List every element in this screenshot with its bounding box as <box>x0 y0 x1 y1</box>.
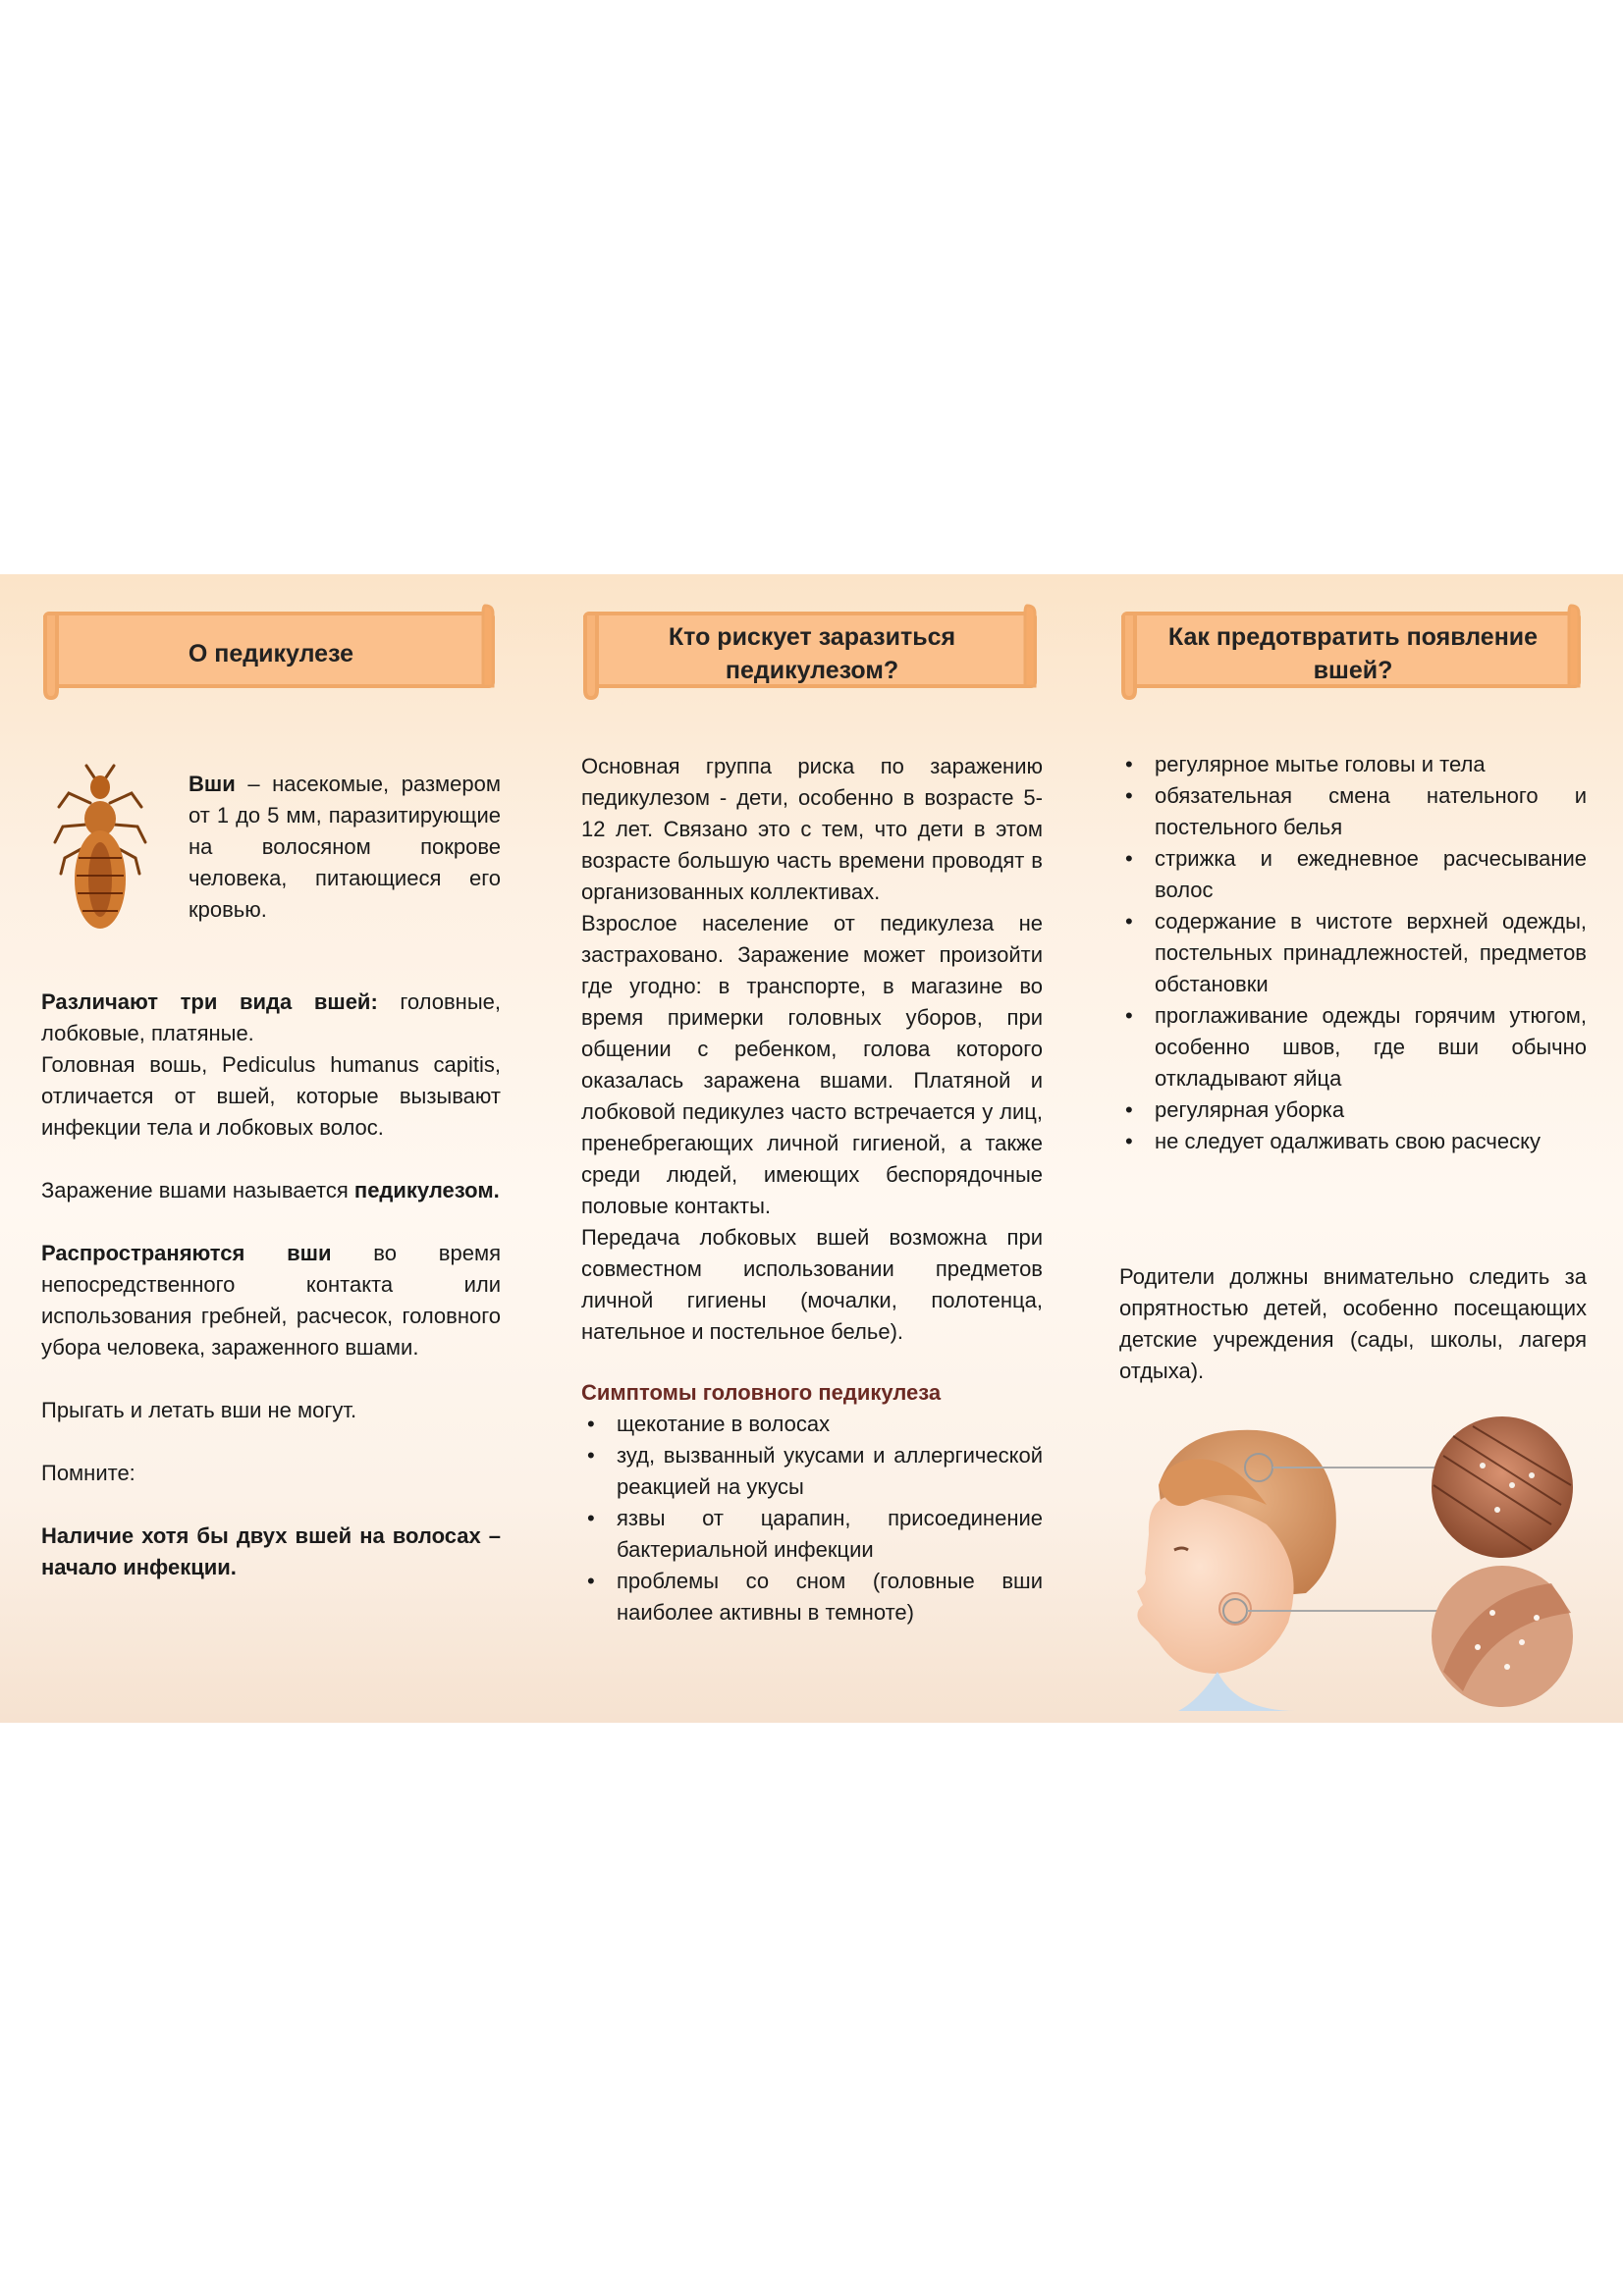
list-item: • не следует одалживать свою расческу <box>1119 1126 1587 1157</box>
head-louse-text: Головная вошь, Pediculus humanus capitis, отличается от вшей, которые вызывают инфекции тела и лобковых волос. <box>41 1052 501 1140</box>
brochure-page <box>0 574 1623 1723</box>
risk-paragraph-1: Основная группа риска по заражению педикулезом - дети, особенно в возрасте 5-12 лет. Связано это с тем, что дети в этом возрасте большую часть времени проводят в организованных коллективах. <box>581 754 1043 904</box>
spread-text: Распространяются вши во время непосредственного контакта или использования гребней, расчесок, головного убора человека, зараженного вшами. <box>41 1241 501 1360</box>
louse-icon <box>51 764 149 940</box>
no-jump-text: Прыгать и летать вши не могут. <box>41 1398 357 1422</box>
risk-paragraph-3: Передача лобковых вшей возможна при совместном использовании предметов личной гигиены (мочалки, полотенца, нательное и постельное белье). <box>581 1225 1043 1344</box>
child-head-lice-illustration <box>1119 1416 1587 1711</box>
list-item: • стрижка и ежедневное расчесывание волос <box>1119 843 1587 906</box>
louse-definition: Вши – насекомые, размером от 1 до 5 мм, паразитирующие на волосяном покрове человека, питающиеся его кровью. <box>189 772 501 922</box>
list-item: • язвы от царапин, присоединение бактериальной инфекции <box>581 1503 1043 1566</box>
infection-definition: Заражение вшами называется педикулезом. <box>41 1178 500 1202</box>
warning-text: Наличие хотя бы двух вшей на волосах – начало инфекции. <box>41 1523 501 1579</box>
scroll-banner <box>1119 602 1587 704</box>
list-item: • содержание в чистоте верхней одежды, постельных принадлежностей, предметов обстановки <box>1119 906 1587 1000</box>
column-heading: Кто рискует заразиться педикулезом? <box>668 623 956 684</box>
symptoms-list <box>581 1409 1043 1629</box>
list-item: • проглаживание одежды горячим утюгом, особенно швов, где вши обычно откладывают яйца <box>1119 1000 1587 1095</box>
magnified-hair-view <box>1432 1416 1573 1707</box>
list-item: • регулярная уборка <box>1119 1095 1587 1126</box>
remember-label: Помните: <box>41 1461 135 1485</box>
child-profile <box>1137 1430 1447 1711</box>
about-body <box>41 987 501 1583</box>
list-item: • зуд, вызванный укусами и аллергической реакцией на укусы <box>581 1440 1043 1503</box>
risk-body <box>581 751 1043 1629</box>
louse-kinds: Различают три вида вшей: головные, лобковые, платяные. <box>41 989 501 1045</box>
parents-advice: Родители должны внимательно следить за опрятностью детей, особенно посещающих детские учреждения (сады, школы, лагеря отдыха). <box>1119 1264 1587 1383</box>
list-item: • проблемы со сном (головные вши наиболее активны в темноте) <box>581 1566 1043 1629</box>
column-heading: Как предотвратить появление вшей? <box>1167 623 1539 684</box>
list-item: • обязательная смена нательного и постельного белья <box>1119 780 1587 843</box>
scroll-banner <box>581 602 1043 704</box>
louse-intro <box>41 769 501 955</box>
scroll-banner <box>41 602 501 704</box>
list-item: • регулярное мытье головы и тела <box>1119 749 1587 780</box>
list-item: • щекотание в волосах <box>581 1409 1043 1440</box>
risk-paragraph-2: Взрослое население от педикулеза не застраховано. Заражение может произойти где угодно: в транспорте, в магазине во время примерки головных уборов, при общении с ребенком, голова которого оказалась заражена вшами. Платяной и лобковой педикулез часто встречается у лиц, пренебрегающих личной гигиеной, а также среди людей, имеющих беспорядочные половые контакты. <box>581 911 1043 1218</box>
prevention-list <box>1119 749 1587 1157</box>
symptoms-heading: Симптомы головного педикулеза <box>581 1380 942 1405</box>
column-heading: О педикулезе <box>188 640 354 667</box>
